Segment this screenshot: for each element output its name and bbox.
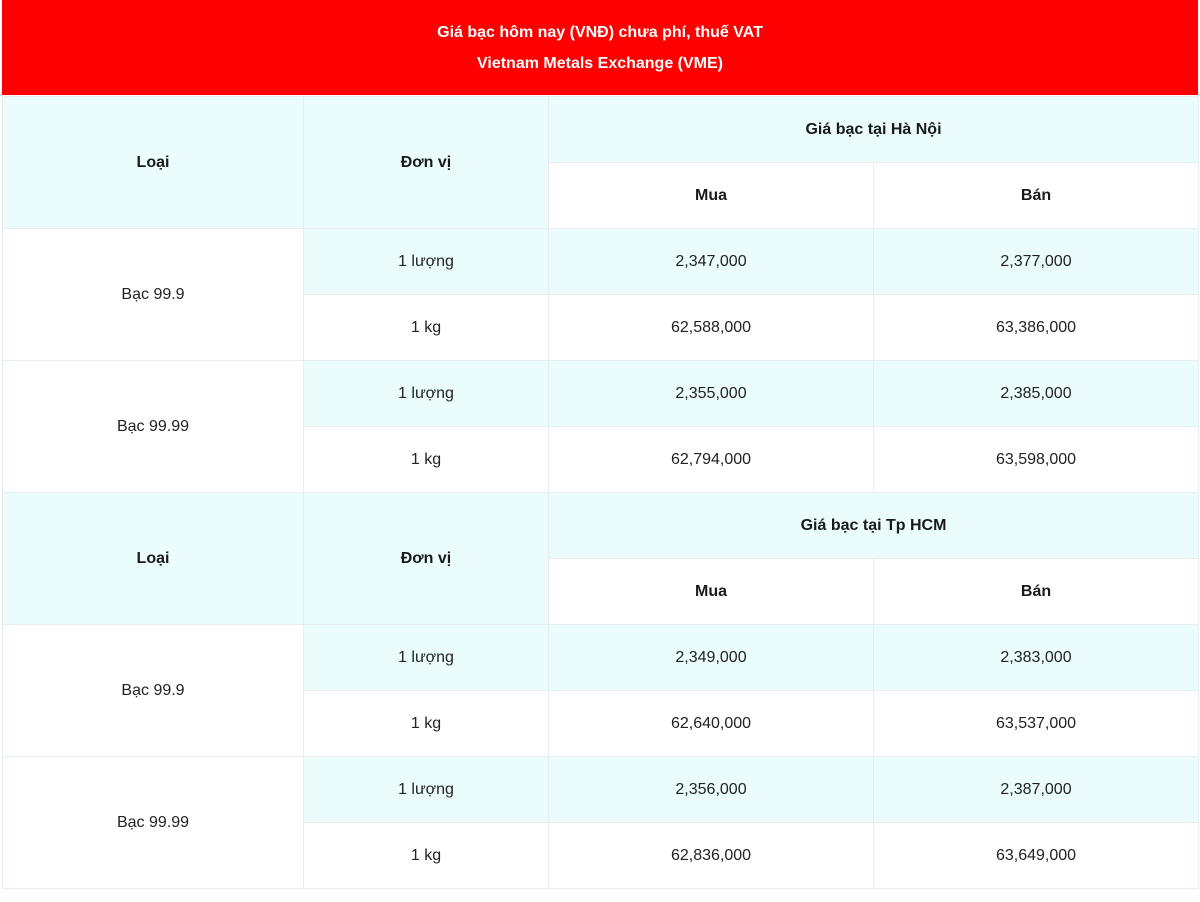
unit-cell: 1 lượng	[304, 757, 549, 823]
product-name: Bạc 99.9	[3, 229, 304, 361]
sell-price: 2,377,000	[874, 229, 1199, 295]
unit-cell: 1 kg	[304, 691, 549, 757]
buy-price: 2,349,000	[549, 625, 874, 691]
buy-price: 2,347,000	[549, 229, 874, 295]
sell-price: 2,383,000	[874, 625, 1199, 691]
sell-price: 2,385,000	[874, 361, 1199, 427]
sell-price: 63,537,000	[874, 691, 1199, 757]
unit-header: Đơn vị	[304, 493, 549, 625]
sell-price: 63,649,000	[874, 823, 1199, 889]
buy-header: Mua	[549, 163, 874, 229]
title-line-2: Vietnam Metals Exchange (VME)	[477, 54, 723, 72]
buy-price: 62,640,000	[549, 691, 874, 757]
unit-cell: 1 lượng	[304, 229, 549, 295]
sell-header: Bán	[874, 559, 1199, 625]
product-name: Bạc 99.99	[3, 361, 304, 493]
type-header: Loại	[3, 493, 304, 625]
header-row	[3, 493, 1199, 559]
table-row	[3, 361, 1199, 427]
table-row	[3, 625, 1199, 691]
location-header: Giá bạc tại Tp HCM	[549, 493, 1199, 559]
buy-price: 62,794,000	[549, 427, 874, 493]
buy-price: 2,355,000	[549, 361, 874, 427]
product-name: Bạc 99.99	[3, 757, 304, 889]
table-row	[3, 229, 1199, 295]
title-line-1: Giá bạc hôm nay (VNĐ) chưa phí, thuế VAT	[437, 23, 763, 41]
unit-cell: 1 kg	[304, 427, 549, 493]
buy-price: 62,836,000	[549, 823, 874, 889]
sell-header: Bán	[874, 163, 1199, 229]
type-header: Loại	[3, 97, 304, 229]
table-row	[3, 757, 1199, 823]
buy-price: 62,588,000	[549, 295, 874, 361]
product-name: Bạc 99.9	[3, 625, 304, 757]
unit-cell: 1 lượng	[304, 625, 549, 691]
location-header: Giá bạc tại Hà Nội	[549, 97, 1199, 163]
table-title	[2, 0, 1198, 95]
sell-price: 2,387,000	[874, 757, 1199, 823]
unit-cell: 1 lượng	[304, 361, 549, 427]
sell-price: 63,386,000	[874, 295, 1199, 361]
unit-cell: 1 kg	[304, 295, 549, 361]
silver-price-table	[2, 96, 1199, 889]
unit-cell: 1 kg	[304, 823, 549, 889]
buy-price: 2,356,000	[549, 757, 874, 823]
sell-price: 63,598,000	[874, 427, 1199, 493]
unit-header: Đơn vị	[304, 97, 549, 229]
header-row	[3, 97, 1199, 163]
buy-header: Mua	[549, 559, 874, 625]
